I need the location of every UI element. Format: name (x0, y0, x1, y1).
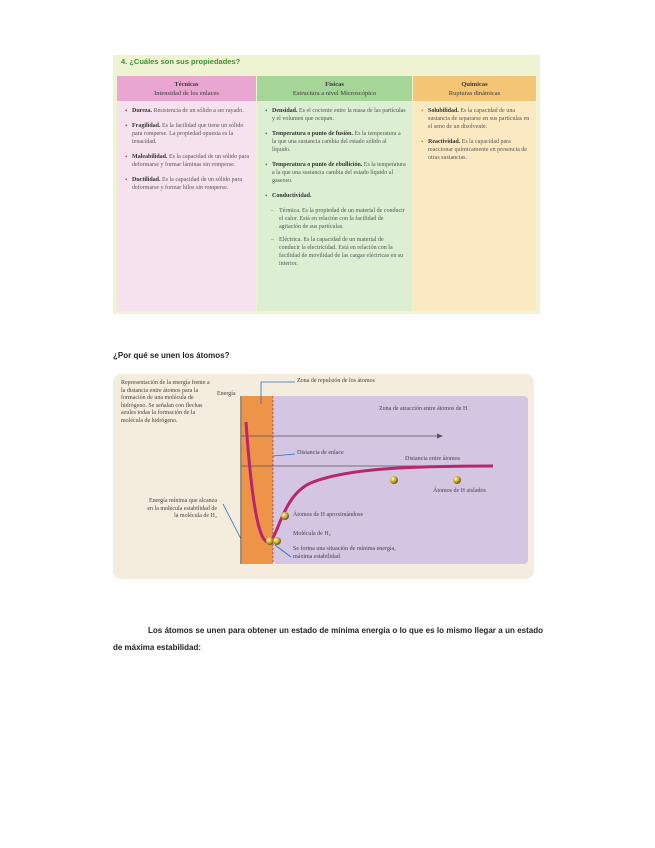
bullet-icon: • (125, 122, 128, 130)
atom-icon (390, 476, 398, 484)
section-title: 4. ¿Cuáles son sus propiedades? (121, 57, 241, 66)
item-text: Resistencia de un sólido a ser rayado. (153, 108, 244, 114)
sub-item (271, 207, 406, 231)
atom-icon (453, 476, 461, 484)
conclusion-paragraph: Los átomos se unen para obtener un estado de mínima energía o lo que es lo mismo llegar a un estado de máxima estabilidad: (113, 626, 543, 652)
item-term: Temperatura o punto de fusión. (272, 131, 353, 137)
bullet-icon: • (125, 107, 128, 115)
energy-axis-label: Energía (217, 391, 236, 397)
list-item (125, 107, 250, 115)
list-item (125, 153, 250, 169)
item-text: Es el cociente entre la masa de las partículas y el volumen que ocupan. (272, 108, 406, 122)
sub-item-text: Es la capacidad de un material de conducir la electricidad. Está en relación con la facilidad de movilidad de las cargas eléctricas en su interior. (279, 237, 404, 267)
column-fisicas (257, 76, 412, 311)
sub-item-text: Es la propiedad de un material de conducir el calor. Está en relación con la facilidad de agitación de sus partículas. (279, 208, 405, 230)
column-title: Físicas (325, 81, 344, 88)
bullet-icon: • (125, 153, 128, 161)
list-item (265, 107, 406, 123)
column-subtitle: Rupturas dinámicas (448, 90, 501, 97)
list-item (265, 192, 406, 200)
item-term: Densidad. (272, 108, 298, 114)
stable-note: Se forma una situación de mínima energía, máxima estabilidad (293, 546, 396, 560)
column-tecnicas (117, 76, 256, 311)
item-text: Es la temperatura a la que una sustancia cambia del estado líquido al gaseoso. (272, 162, 406, 184)
atom-icon (266, 537, 274, 545)
column-body (257, 101, 412, 311)
item-term: Conductividad. (272, 193, 312, 199)
attraction-zone-area (273, 396, 528, 564)
item-term: Fragilidad. (132, 123, 161, 129)
list-item (421, 138, 530, 162)
sub-item (271, 236, 406, 268)
item-term: Maleabilidad. (132, 154, 168, 160)
bullet-icon: • (265, 130, 268, 138)
item-text: Es la facilidad que tiene un sólido para romperse. La propiedad opuesta es la tenacidad. (132, 123, 244, 145)
item-term: Temperatura o punto de ebullición. (272, 162, 363, 168)
column-quimicas (413, 76, 536, 311)
item-term: Dureza. (132, 108, 153, 114)
sub-item-term: Eléctrica. (279, 237, 302, 243)
pointer-line (223, 504, 241, 539)
item-text: Es la capacidad de un sólido para deformarse y formar hilos sin romperse. (132, 177, 242, 191)
energy-diagram (113, 374, 534, 579)
item-text: Es la capacidad para reaccionar químicamente en presencia de otras sustancias. (428, 139, 527, 161)
bond-distance-label: Distancia de enlace (297, 450, 344, 456)
dash-icon: – (271, 237, 274, 243)
column-header (413, 76, 536, 101)
approaching-atoms-label: Átomos de H aproximándose (293, 512, 364, 518)
column-subtitle: Estructura a nivel Microscópico (292, 90, 377, 97)
list-item (125, 176, 250, 192)
atom-icon (273, 537, 281, 545)
column-body (117, 101, 256, 311)
item-term: Reactividad. (428, 139, 461, 145)
list-item (421, 107, 530, 131)
diagram-caption: Representación de la energía frente a la distancia entre átomos para la formación de una molécula de hidrógeno. Se señalan con flechas azules todas la formación de la molécula de hidrógeno. (121, 380, 210, 424)
bullet-icon: • (265, 161, 268, 169)
question-heading: ¿Por qué se unen los átomos? (113, 351, 230, 360)
column-title: Técnicas (174, 81, 199, 88)
bullet-icon: • (421, 138, 424, 146)
list-item (125, 122, 250, 146)
column-header (117, 76, 256, 101)
list-item (265, 130, 406, 154)
min-energy-note: Energía mínima que alcanza en la molécula estabilidad de la molécula de H₂ (147, 498, 217, 519)
atom-icon (281, 512, 289, 520)
item-text: Es la capacidad de un sólido para deformarse y formar láminas sin romperse. (132, 154, 249, 168)
item-text: Es la capacidad de una sustancia de separarse en sus partículas en el seno de un disolvente. (428, 108, 530, 130)
molecule-label: Molécula de H₂ (293, 531, 331, 537)
column-body (413, 101, 536, 311)
repulsion-zone-label: Zona de repulsión de los átomos (297, 378, 375, 384)
column-header (257, 76, 412, 101)
bullet-icon: • (125, 176, 128, 184)
column-subtitle: Intensidad de los enlaces (154, 90, 219, 97)
bullet-icon: • (265, 107, 268, 115)
item-term: Ductilidad. (132, 177, 161, 183)
distance-axis-label: Distancia entre átomos (405, 456, 460, 462)
bullet-icon: • (265, 192, 268, 200)
column-title: Químicas (461, 81, 488, 88)
bullet-icon: • (421, 107, 424, 115)
sub-item-term: Térmica. (279, 208, 301, 214)
item-text: Es la temperatura a la que una sustancia cambia del estado sólido al líquido. (272, 131, 401, 153)
properties-figure (113, 55, 540, 314)
item-term: Solubilidad. (428, 108, 459, 114)
attraction-zone-label: Zona de atracción entre átomos de H (379, 406, 468, 412)
list-item (265, 161, 406, 185)
isolated-atoms-label: Átomos de H aislados (433, 488, 486, 494)
dash-icon: – (271, 208, 274, 214)
